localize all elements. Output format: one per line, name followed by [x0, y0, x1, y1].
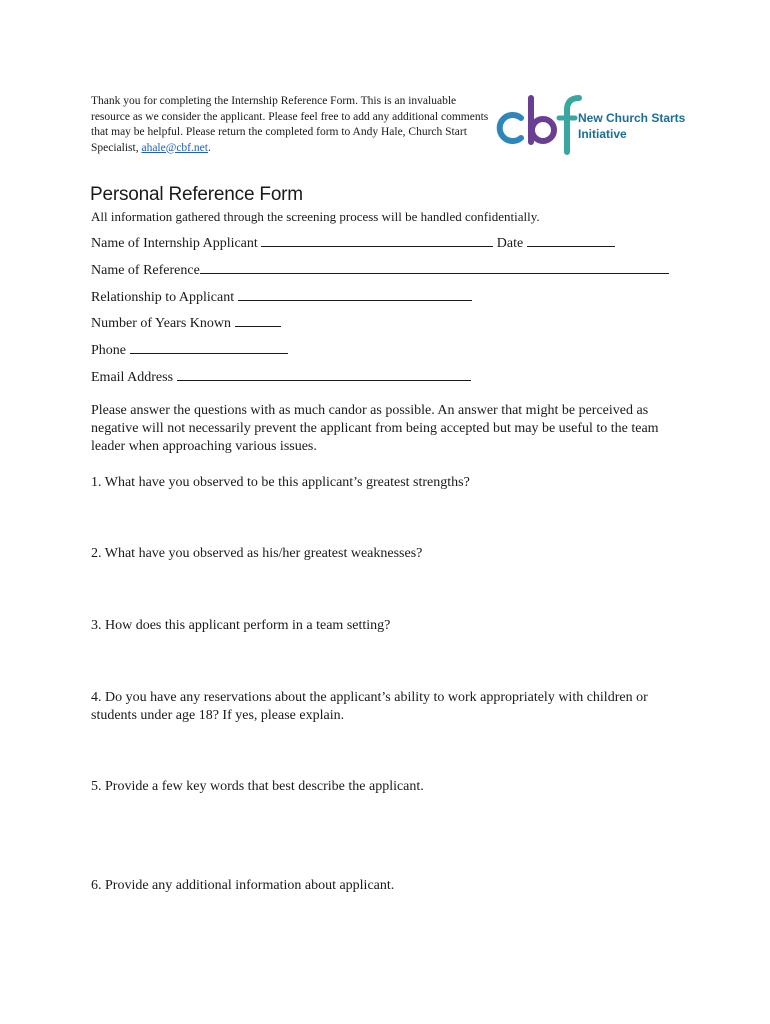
- logo-wordmark: [578, 110, 685, 142]
- years-label: Number of Years Known: [91, 316, 231, 331]
- applicant-label: Name of Internship Applicant: [91, 236, 258, 251]
- question-4: 4. Do you have any reservations about the applicant’s ability to work appropriately with children or students under age 18? If yes, please explain.: [91, 690, 648, 723]
- intro-paragraph: [91, 94, 491, 156]
- logo-line-2: Initiative: [578, 127, 627, 141]
- email-label: Email Address: [91, 370, 174, 385]
- email-field-row: [91, 367, 471, 386]
- reference-name-input[interactable]: [200, 260, 669, 274]
- reference-label: Name of Reference: [91, 263, 200, 278]
- years-known-input[interactable]: [235, 313, 281, 327]
- applicant-name-input[interactable]: [261, 233, 493, 247]
- contact-email-link[interactable]: ahale@cbf.net: [141, 141, 208, 154]
- instructions-paragraph: Please answer the questions with as much candor as possible. An answer that might be perceived as negative will not necessarily prevent the applicant from being accepted but may be useful to the team leader when approaching various issues.: [91, 403, 659, 454]
- intro-text: Thank you for completing the Internship Reference Form. This is an invaluable resource as we consider the applicant. Please feel free to add any additional comments that may be helpful. Please return the completed form to Andy Hale, Church Start Specialist,: [91, 95, 489, 154]
- question-5: 5. Provide a few key words that best describe the applicant.: [91, 779, 424, 794]
- relationship-input[interactable]: [238, 287, 472, 301]
- years-field-row: [91, 313, 281, 332]
- phone-label: Phone: [91, 343, 126, 358]
- applicant-field-row: [91, 233, 615, 252]
- relationship-label: Relationship to Applicant: [91, 290, 235, 305]
- relationship-field-row: [91, 287, 472, 306]
- logo-line-1: New Church Starts: [578, 111, 686, 125]
- phone-input[interactable]: [130, 340, 288, 354]
- reference-field-row: [91, 260, 669, 279]
- intro-end: .: [207, 141, 211, 154]
- date-input[interactable]: [527, 233, 615, 247]
- question-2: 2. What have you observed as his/her greatest weaknesses?: [91, 546, 423, 561]
- phone-field-row: [91, 340, 288, 359]
- form-subtitle: All information gathered through the screening process will be handled confidentially.: [91, 209, 540, 224]
- question-3: 3. How does this applicant perform in a team setting?: [91, 618, 391, 633]
- question-6: 6. Provide any additional information about applicant.: [91, 878, 395, 893]
- question-1: 1. What have you observed to be this applicant’s greatest strengths?: [91, 475, 470, 490]
- form-title: Personal Reference Form: [90, 184, 303, 205]
- email-input[interactable]: [177, 367, 471, 381]
- date-label: Date: [496, 236, 524, 251]
